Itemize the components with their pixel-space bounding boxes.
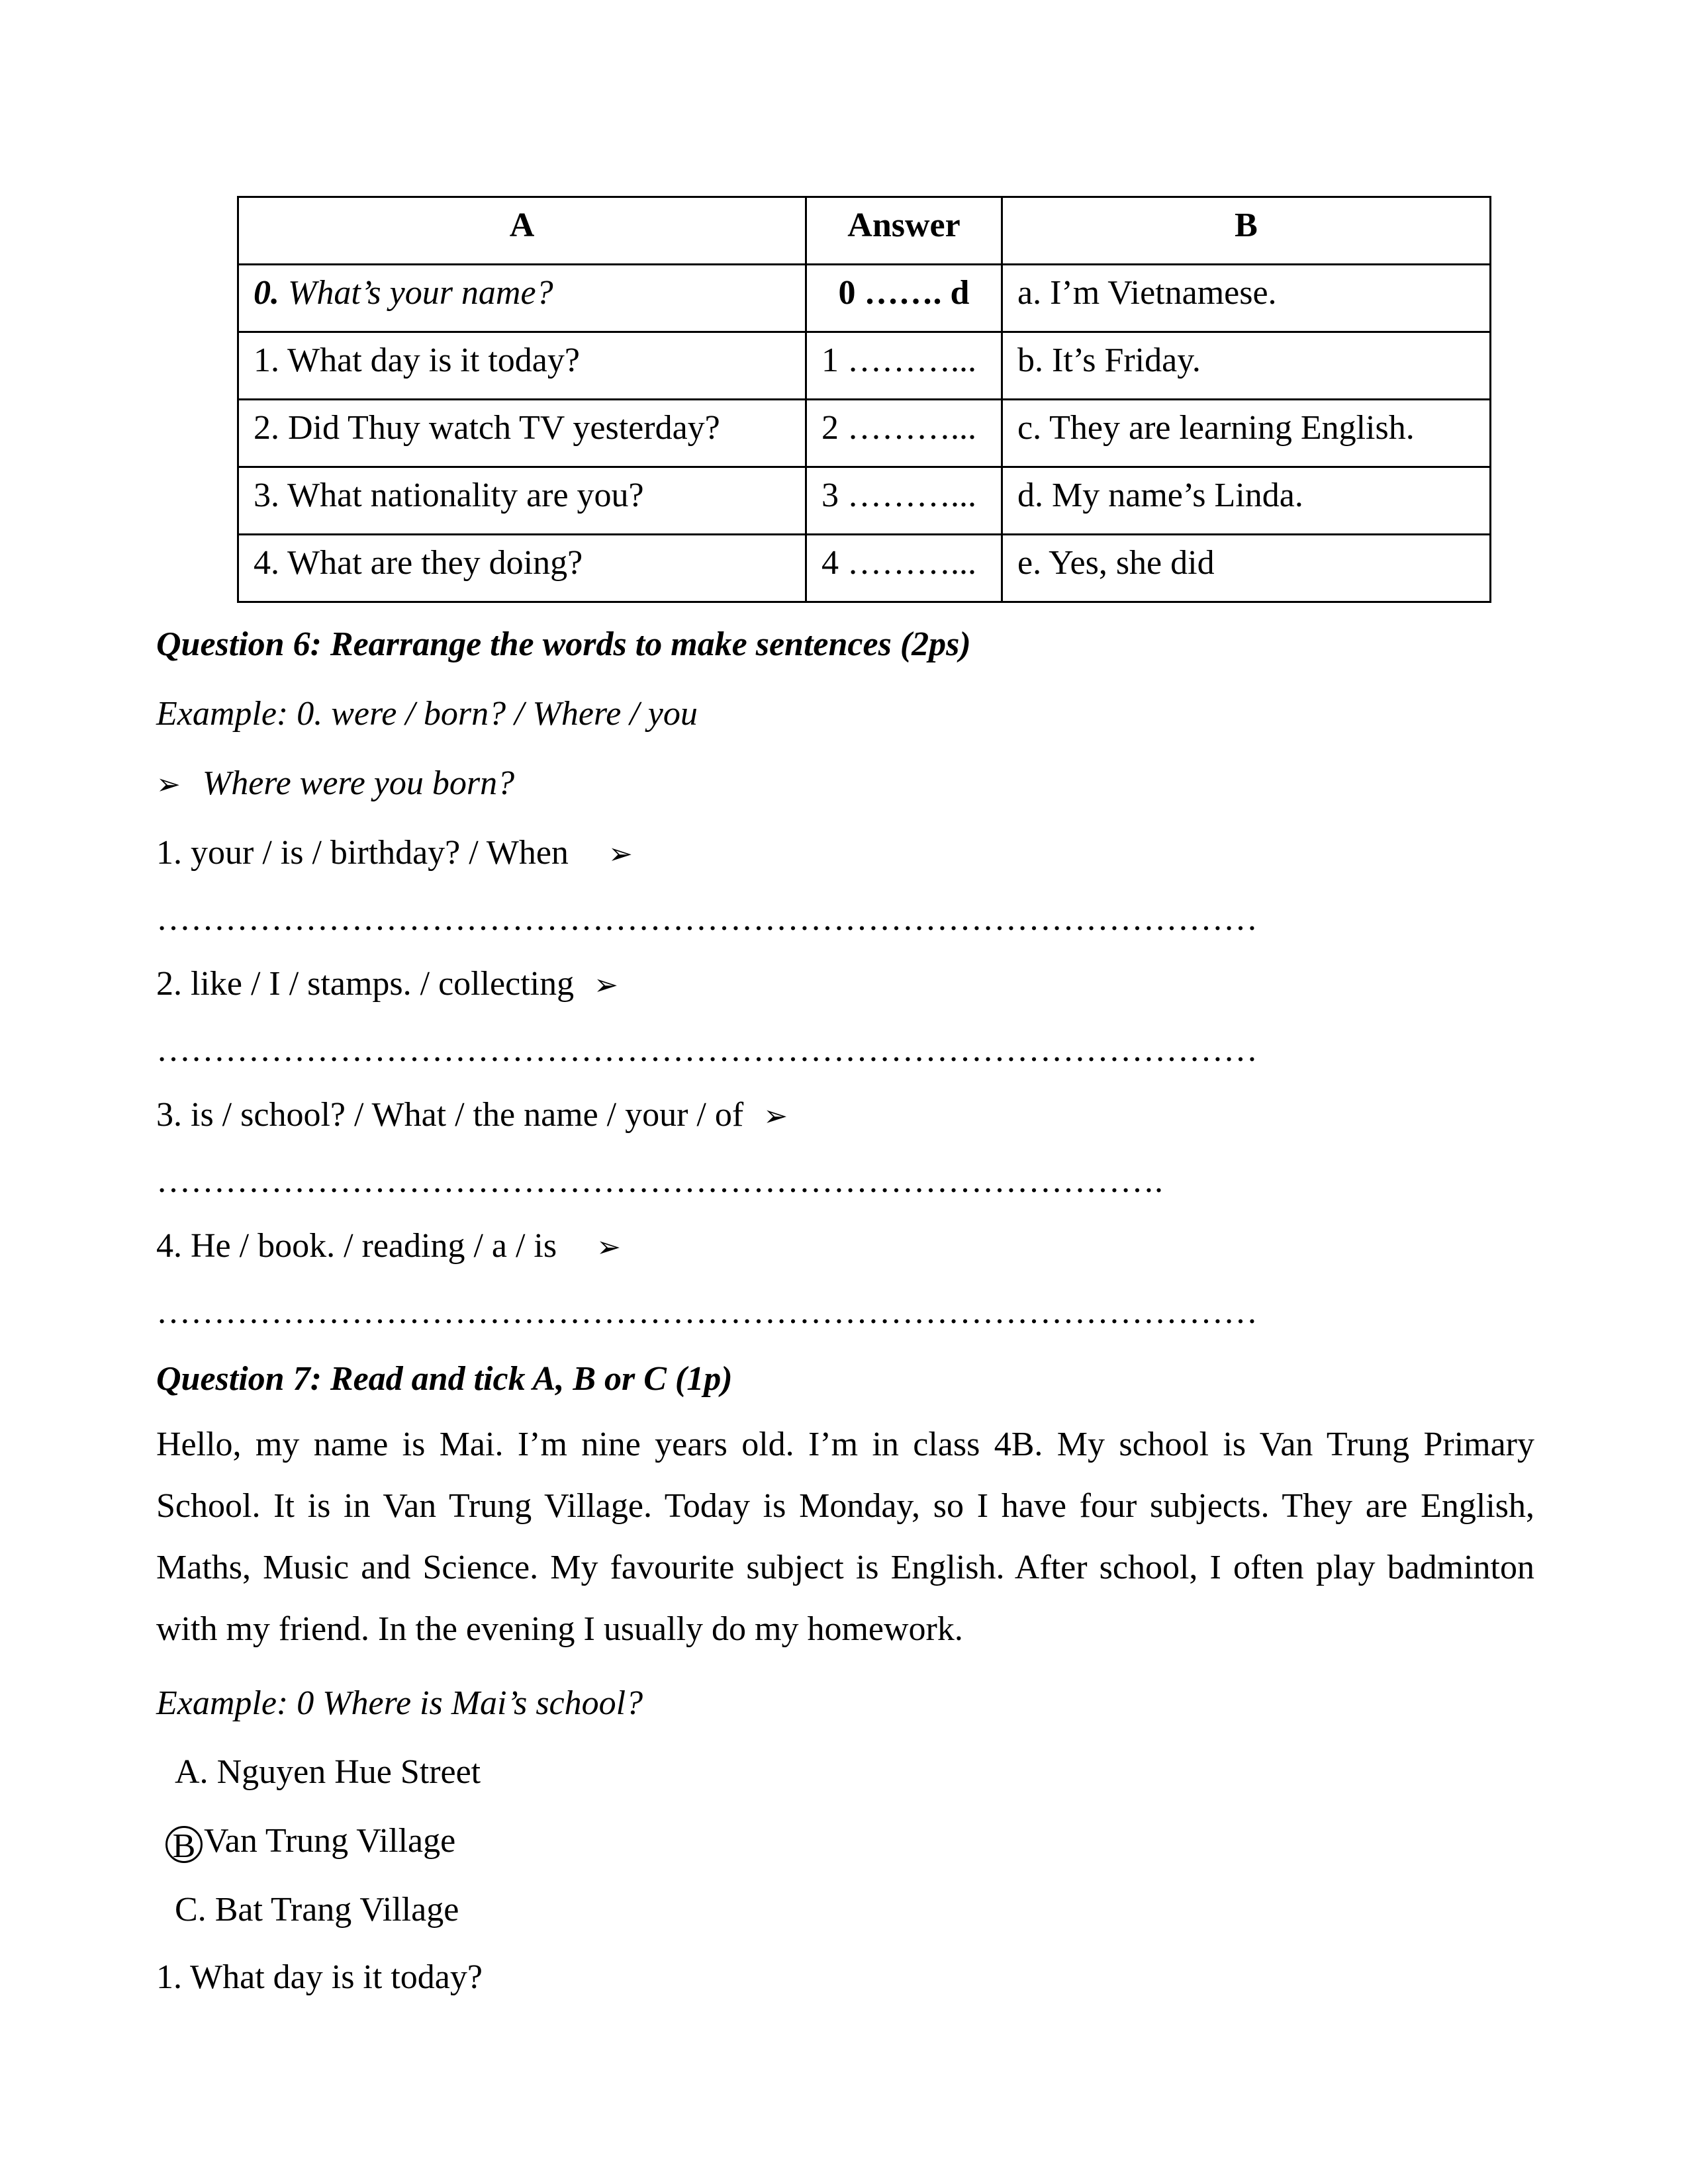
item-prompt: 1. your / is / birthday? / When (156, 834, 569, 872)
answer-line[interactable]: …………………………………………………………………………………… (156, 1031, 1258, 1069)
option-letter: C. (175, 1891, 207, 1929)
cell-b: a. I’m Vietnamese. (1002, 265, 1491, 332)
cell-a: 3. What nationality are you? (238, 467, 806, 535)
header-answer: Answer (806, 197, 1002, 265)
cell-a-text: What’s your name? (279, 274, 553, 312)
cell-b: c. They are learning English. (1002, 400, 1491, 467)
cell-b: e. Yes, she did (1002, 535, 1491, 602)
cell-a: 2. Did Thuy watch TV yesterday? (238, 400, 806, 467)
reading-passage: Hello, my name is Mai. I’m nine years old. I’m in class 4B. My school is Van Trung Primary School. It is in Van Trung Village. Today is Monday, so I have four subjects. They are English, Maths, Music and Science. My favourite subject is English. After school, I often play badminton with my friend. In the evening I usually do my homework. (156, 1426, 1534, 1648)
question-6-example: Example: 0. were / born? / Where / you (156, 695, 698, 733)
option-text: Nguyen Hue Street (216, 1753, 481, 1791)
option-text: Van Trung Village (204, 1822, 456, 1860)
option-text: Bat Trang Village (214, 1891, 459, 1929)
cell-a: 1. What day is it today? (238, 332, 806, 400)
option-c[interactable] (175, 1893, 459, 1927)
cell-answer[interactable]: 2 ………... (806, 400, 1002, 467)
table-header-row (238, 197, 1491, 265)
arrow-icon: ➢ (156, 768, 181, 801)
matching-table (237, 196, 1491, 603)
option-b-selected[interactable] (172, 1822, 456, 1865)
cell-b: b. It’s Friday. (1002, 332, 1491, 400)
example-answer-text: Where were you born? (202, 764, 515, 802)
cell-a-number: 0. (254, 274, 279, 312)
table-row (238, 467, 1491, 535)
table-row (238, 535, 1491, 602)
arrow-icon: ➢ (763, 1100, 788, 1132)
answer-line[interactable]: ……………………………………………………………………………. (156, 1162, 1163, 1200)
selected-circle-icon: B (165, 1826, 203, 1863)
question-6-item-4 (156, 1229, 621, 1263)
cell-answer[interactable]: 4 ………... (806, 535, 1002, 602)
item-prompt: 2. like / I / stamps. / collecting (156, 965, 575, 1003)
question-6-example-answer (156, 766, 514, 801)
option-letter: A. (175, 1753, 209, 1791)
cell-b: d. My name’s Linda. (1002, 467, 1491, 535)
option-a[interactable] (175, 1755, 481, 1790)
table-row (238, 332, 1491, 400)
cell-a: 4. What are they doing? (238, 535, 806, 602)
answer-line[interactable]: …………………………………………………………………………………… (156, 900, 1258, 938)
table-row (238, 265, 1491, 332)
cell-answer[interactable]: 3 ………... (806, 467, 1002, 535)
table-row (238, 400, 1491, 467)
cell-answer[interactable]: 1 ………... (806, 332, 1002, 400)
item-prompt: 3. is / school? / What / the name / your / of (156, 1096, 744, 1134)
cell-a (238, 265, 806, 332)
question-7-example: Example: 0 Where is Mai’s school? (156, 1684, 643, 1722)
question-6-item-1 (156, 836, 633, 870)
item-prompt: 4. He / book. / reading / a / is (156, 1227, 557, 1265)
question-6-item-2 (156, 967, 618, 1001)
question-7-item-1: 1. What day is it today? (156, 1958, 483, 1996)
arrow-icon: ➢ (596, 1231, 621, 1263)
arrow-icon: ➢ (608, 838, 633, 870)
question-7-title: Question 7: Read and tick A, B or C (1p) (156, 1360, 733, 1398)
answer-line[interactable]: …………………………………………………………………………………… (156, 1293, 1258, 1331)
arrow-icon: ➢ (594, 969, 618, 1001)
header-b: B (1002, 197, 1491, 265)
question-6-title: Question 6: Rearrange the words to make sentences (2ps) (156, 625, 971, 663)
header-a: A (238, 197, 806, 265)
cell-answer: 0 ……. d (806, 265, 1002, 332)
question-6-item-3 (156, 1098, 788, 1132)
